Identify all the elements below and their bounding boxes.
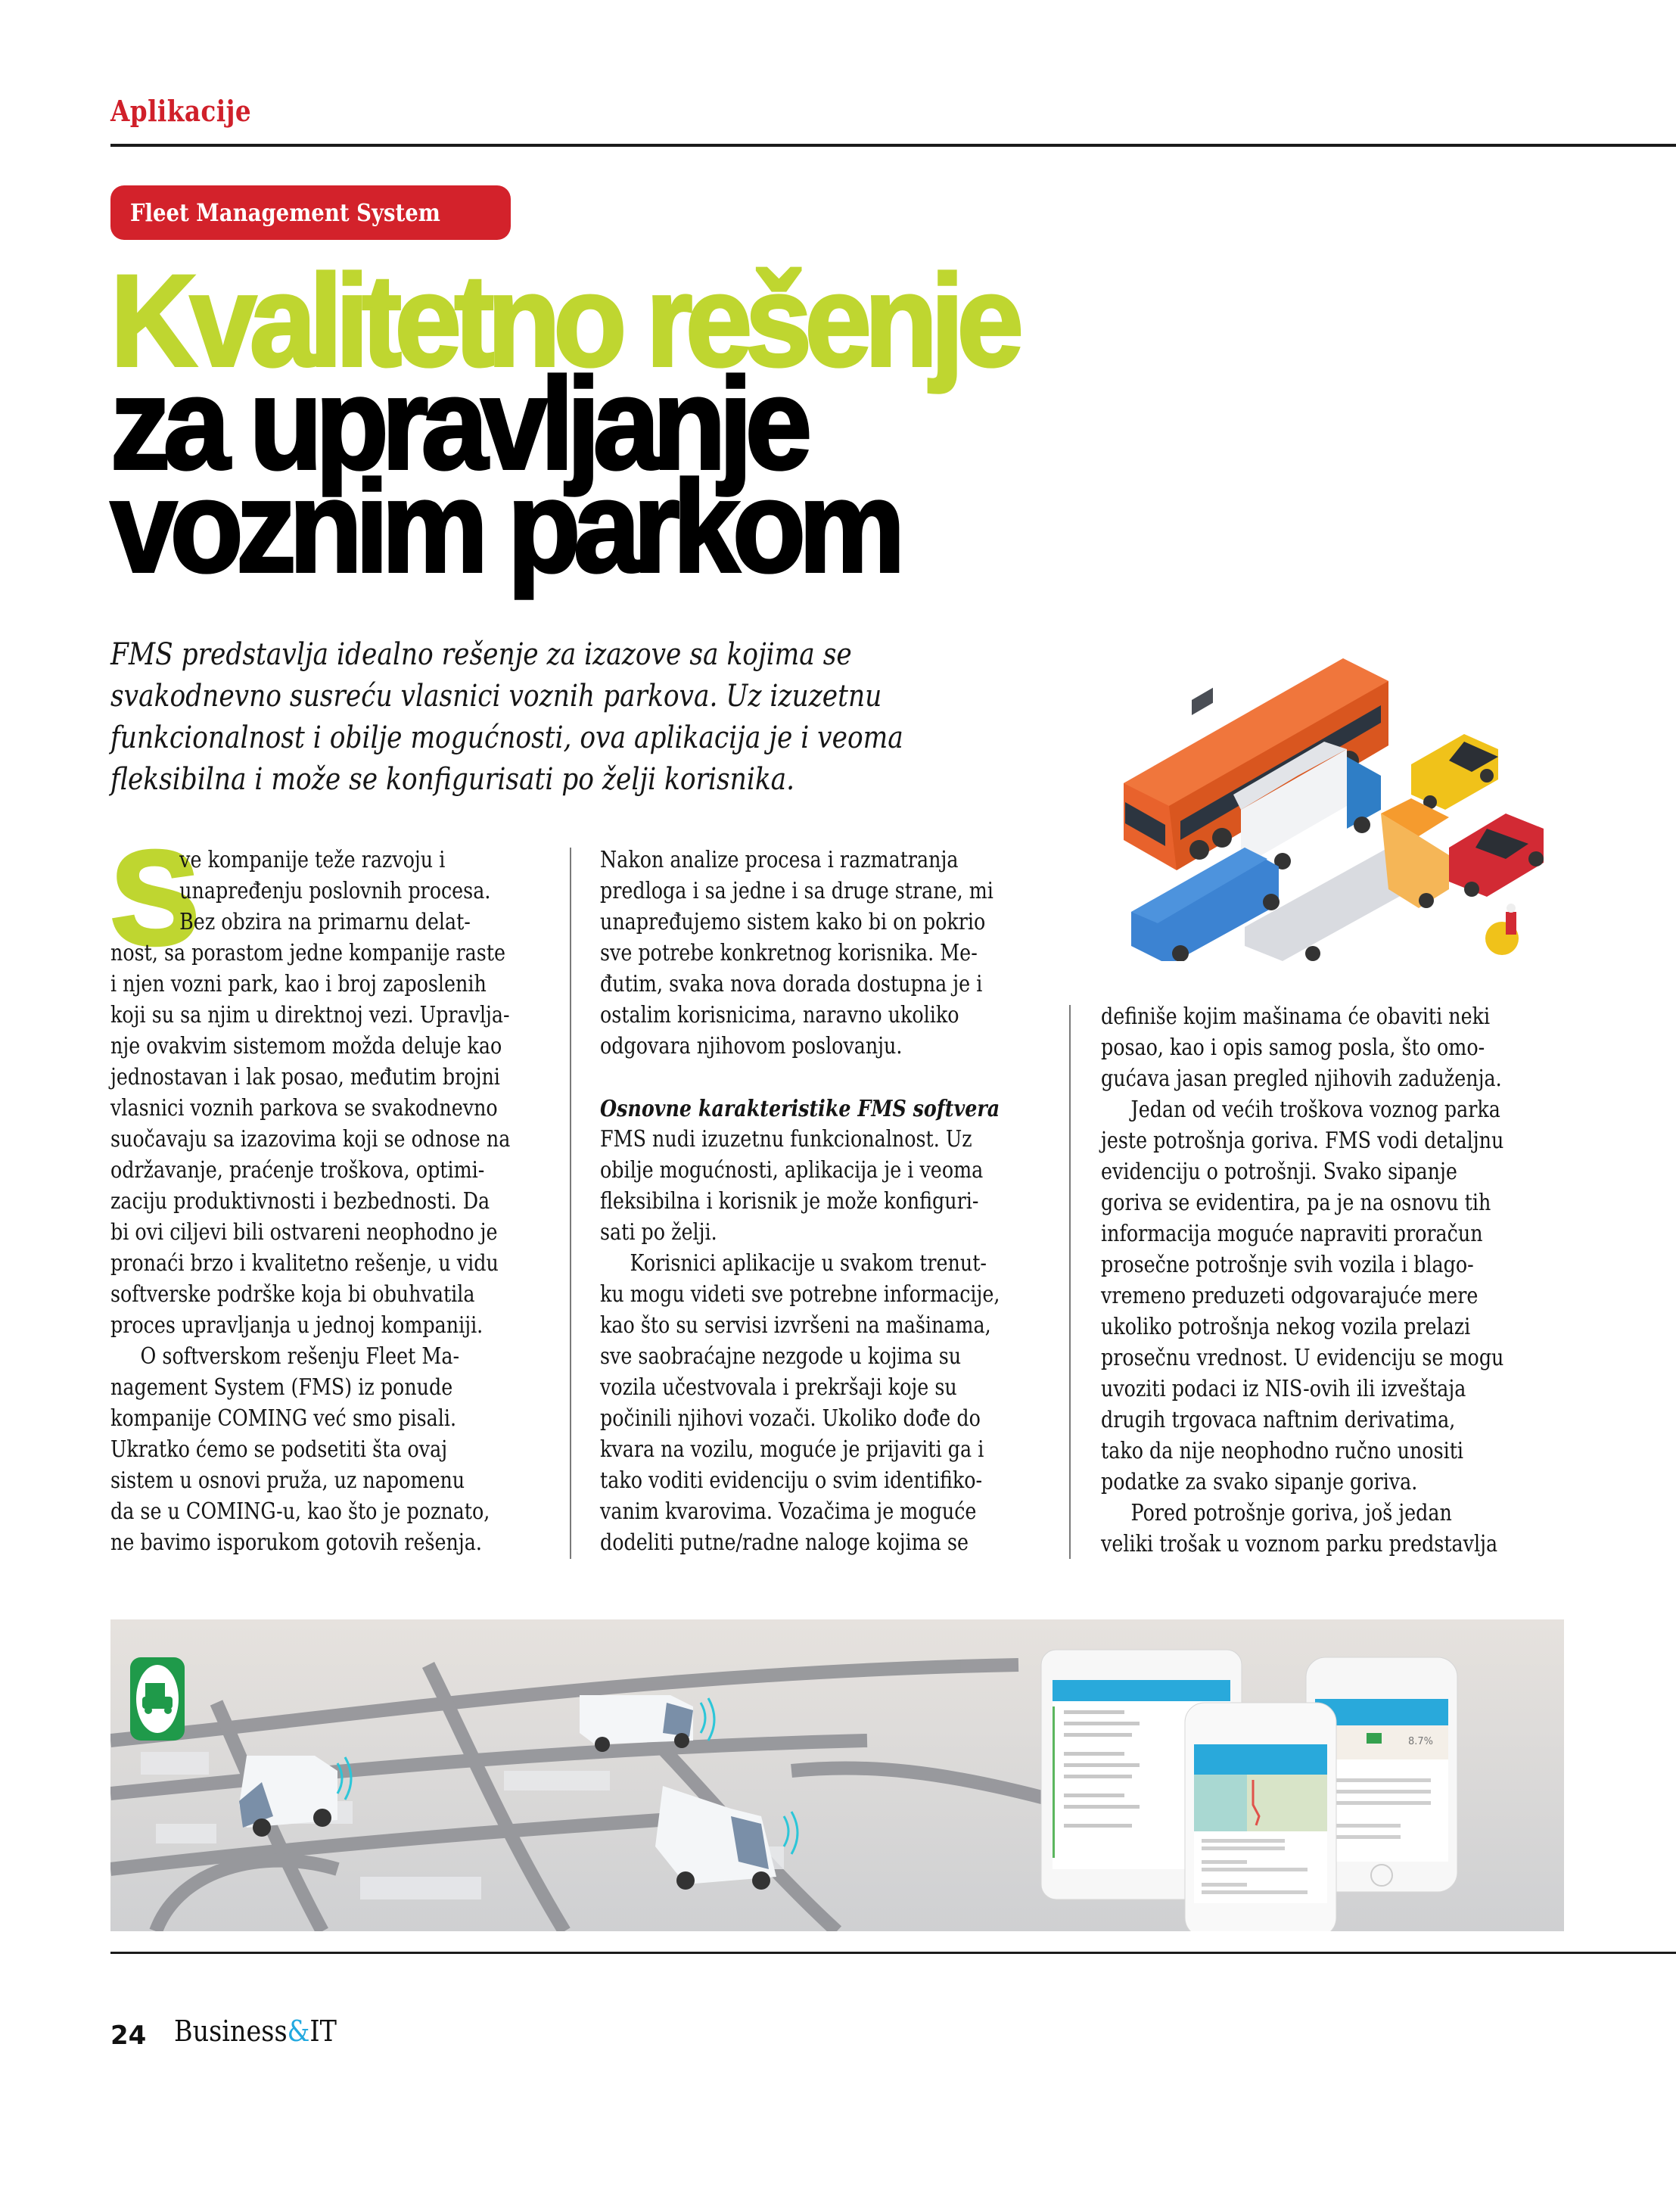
map-scene	[110, 1619, 1564, 1931]
text-line: uvoziti podaci iz NIS-ovih ili izveštaja	[1101, 1376, 1466, 1402]
magazine-name	[174, 2014, 337, 2048]
text-line: vremeno preduzeti odgovarajuće mere	[1101, 1283, 1479, 1308]
text-line: vlasnici voznih parkova se svakodnevno	[110, 1095, 498, 1121]
phone-stat: 8.7%	[1408, 1736, 1434, 1747]
top-rule	[110, 144, 1676, 147]
text-line: vanim kvarovima. Vozačima je moguće	[600, 1498, 977, 1524]
text-line: suočavaju sa izazovima koji se odnose na	[110, 1126, 511, 1152]
text-line: kompanije COMING već smo pisali.	[110, 1405, 457, 1431]
headline-line-2: za upravljanje	[110, 351, 805, 496]
red-car-icon	[1449, 814, 1544, 897]
fleet-app-icon	[130, 1657, 185, 1741]
column-divider	[1069, 1005, 1071, 1559]
text-line: ku mogu videti sve potrebne informacije,	[600, 1281, 1000, 1307]
text-line: podatke za svako sipanje goriva.	[1101, 1469, 1418, 1495]
text-line: koji su sa njim u direktnoj vezi. Upravlja-	[110, 1002, 510, 1028]
text-line: nje ovakvim sistemom možda deluje kao	[110, 1033, 502, 1059]
text-line: vozila učestvovala i prekršaji koje su	[600, 1374, 957, 1400]
text-line: odgovara njihovom poslovanju.	[600, 1033, 903, 1059]
page-number: 24	[110, 2021, 147, 2051]
text-line: bi ovi ciljevi bili ostvareni neophodno je	[110, 1219, 498, 1245]
text-line: dodeliti putne/radne naloge kojima se	[600, 1529, 969, 1555]
text-line: tako voditi evidenciju o svim identifiko-	[600, 1467, 983, 1493]
text-line: sve potrebe konkretnog korisnika. Me-	[600, 940, 978, 966]
magazine-name-part1: Business	[174, 2014, 288, 2048]
text-line: Ukratko ćemo se podsetiti šta ovaj	[110, 1436, 448, 1462]
text-line: ukoliko potrošnja nekog vozila prelazi	[1101, 1314, 1471, 1339]
text-line: Pored potrošnje goriva, još jedan	[1130, 1500, 1452, 1526]
text-line: održavanje, praćenje troškova, optimi-	[110, 1157, 485, 1183]
text-line: kvara na vozilu, moguće je prijaviti ga i	[600, 1436, 984, 1462]
text-line: prosečnu vrednost. U evidenciju se mogu	[1101, 1345, 1504, 1370]
text-line: Bez obzira na primarnu delat-	[179, 909, 471, 935]
paragraph-gap	[600, 1062, 1054, 1093]
text-line: jednostavan i lak posao, međutim brojni	[110, 1064, 500, 1090]
text-line: Jedan od većih troškova voznog parka	[1130, 1097, 1500, 1122]
kicker-badge	[110, 185, 511, 240]
lead-paragraph	[110, 634, 988, 801]
lead-line: funkcionalnost i obilje mogućnosti, ova aplikacija je i veoma	[110, 720, 903, 755]
text-line: Nakon analize procesa i razmatranja	[600, 847, 959, 873]
text-line: unapređujemo sistem kako bi on pokrio	[600, 909, 986, 935]
lead-line: fleksibilna i može se konfigurisati po želji korisnika.	[110, 762, 795, 797]
kicker-text: Fleet Management System	[130, 198, 440, 227]
magazine-name-part2: IT	[309, 2014, 337, 2048]
magazine-ampersand: &	[287, 2014, 310, 2048]
text-line: unapređenju poslovnih procesa.	[179, 878, 491, 904]
headline	[110, 248, 1096, 599]
text-line: softverske podrške koja bi obuhvatila	[110, 1281, 475, 1307]
text-line: FMS nudi izuzetnu funkcionalnost. Uz	[600, 1126, 972, 1152]
text-line: gućava jasan pregled njihovih zaduženja.	[1101, 1066, 1502, 1091]
text-line: predloga i sa jedne i sa druge strane, mi	[600, 878, 993, 904]
text-line: i njen vozni park, kao i broj zaposlenih	[110, 971, 487, 997]
text-line: fleksibilna i korisnik je može konfiguri-	[600, 1188, 979, 1214]
section-label: Aplikacije	[110, 94, 252, 128]
text-line: đutim, svaka nova dorada dostupna je i	[600, 971, 983, 997]
text-line: sistem u osnovi pruža, uz napomenu	[110, 1467, 465, 1493]
article-column-3	[1101, 1001, 1563, 1560]
text-line: obilje mogućnosti, aplikacija je i veoma	[600, 1157, 984, 1183]
text-line: drugih trgovaca naftnim derivatima,	[1101, 1407, 1456, 1433]
headline-line-3: voznim parkom	[110, 454, 899, 599]
text-line: sve saobraćajne nezgode u kojima su	[600, 1343, 962, 1369]
scooter-icon	[1485, 904, 1519, 955]
headline-line-1: Kvalitetno rešenje	[110, 248, 1017, 394]
text-line: nagement System (FMS) iz ponude	[110, 1374, 453, 1400]
text-line: posao, kao i opis samog posla, što omo-	[1101, 1034, 1485, 1060]
text-line: prosečne potrošnje svih vozila i blago-	[1101, 1252, 1474, 1277]
text-line: pronaći brzo i kvalitetno rešenje, u vidu	[110, 1250, 499, 1276]
text-line: kao što su servisi izvršeni na mašinama,	[600, 1312, 991, 1338]
subheading: Osnovne karakteristike FMS softvera	[600, 1095, 1000, 1122]
vehicles-illustration	[1093, 621, 1570, 961]
lead-line: FMS predstavlja idealno rešenje za izazove sa kojima se	[110, 637, 852, 672]
text-line: proces upravljanja u jednoj kompaniji.	[110, 1312, 484, 1338]
text-line: Korisnici aplikacije u svakom trenut-	[630, 1250, 987, 1276]
text-line: evidenciju o potrošnji. Svako sipanje	[1101, 1159, 1457, 1184]
text-line: zaciju produktivnosti i bezbednosti. Da	[110, 1188, 490, 1214]
text-line: nost, sa porastom jedne kompanije raste	[110, 940, 506, 966]
text-line: sati po želji.	[600, 1219, 717, 1245]
text-line: počinili njihovi vozači. Ukoliko dođe do	[600, 1405, 981, 1431]
article-column-1	[110, 845, 564, 1558]
fleet-map-banner	[110, 1619, 1564, 1931]
drop-cap: S	[110, 824, 200, 972]
text-line: veliki trošak u voznom parku predstavlja	[1101, 1531, 1498, 1557]
footer-rule	[110, 1952, 1676, 1954]
lead-line: svakodnevno susreću vlasnici voznih parkova. Uz izuzetnu	[110, 679, 882, 714]
yellow-van-icon	[1411, 734, 1498, 810]
text-line: jeste potrošnja goriva. FMS vodi detaljnu	[1101, 1128, 1504, 1153]
text-line: informacija moguće napraviti proračun	[1101, 1221, 1483, 1246]
text-line: O softverskom rešenju Fleet Ma-	[140, 1343, 460, 1369]
text-line: ne bavimo isporukom gotovih rešenja.	[110, 1529, 482, 1555]
text-line: tako da nije neophodno ručno unositi	[1101, 1438, 1464, 1464]
column-divider	[570, 848, 571, 1559]
text-line: ostalim korisnicima, naravno ukoliko	[600, 1002, 959, 1028]
article-column-2	[600, 845, 1054, 1558]
text-line: goriva se evidentira, pa je na osnovu tih	[1101, 1190, 1491, 1215]
text-line: definiše kojim mašinama će obaviti neki	[1101, 1003, 1491, 1029]
phone-device-center	[1185, 1703, 1336, 1931]
text-line: ve kompanije teže razvoju i	[179, 847, 446, 873]
text-line: da se u COMING-u, kao što je poznato,	[110, 1498, 490, 1524]
